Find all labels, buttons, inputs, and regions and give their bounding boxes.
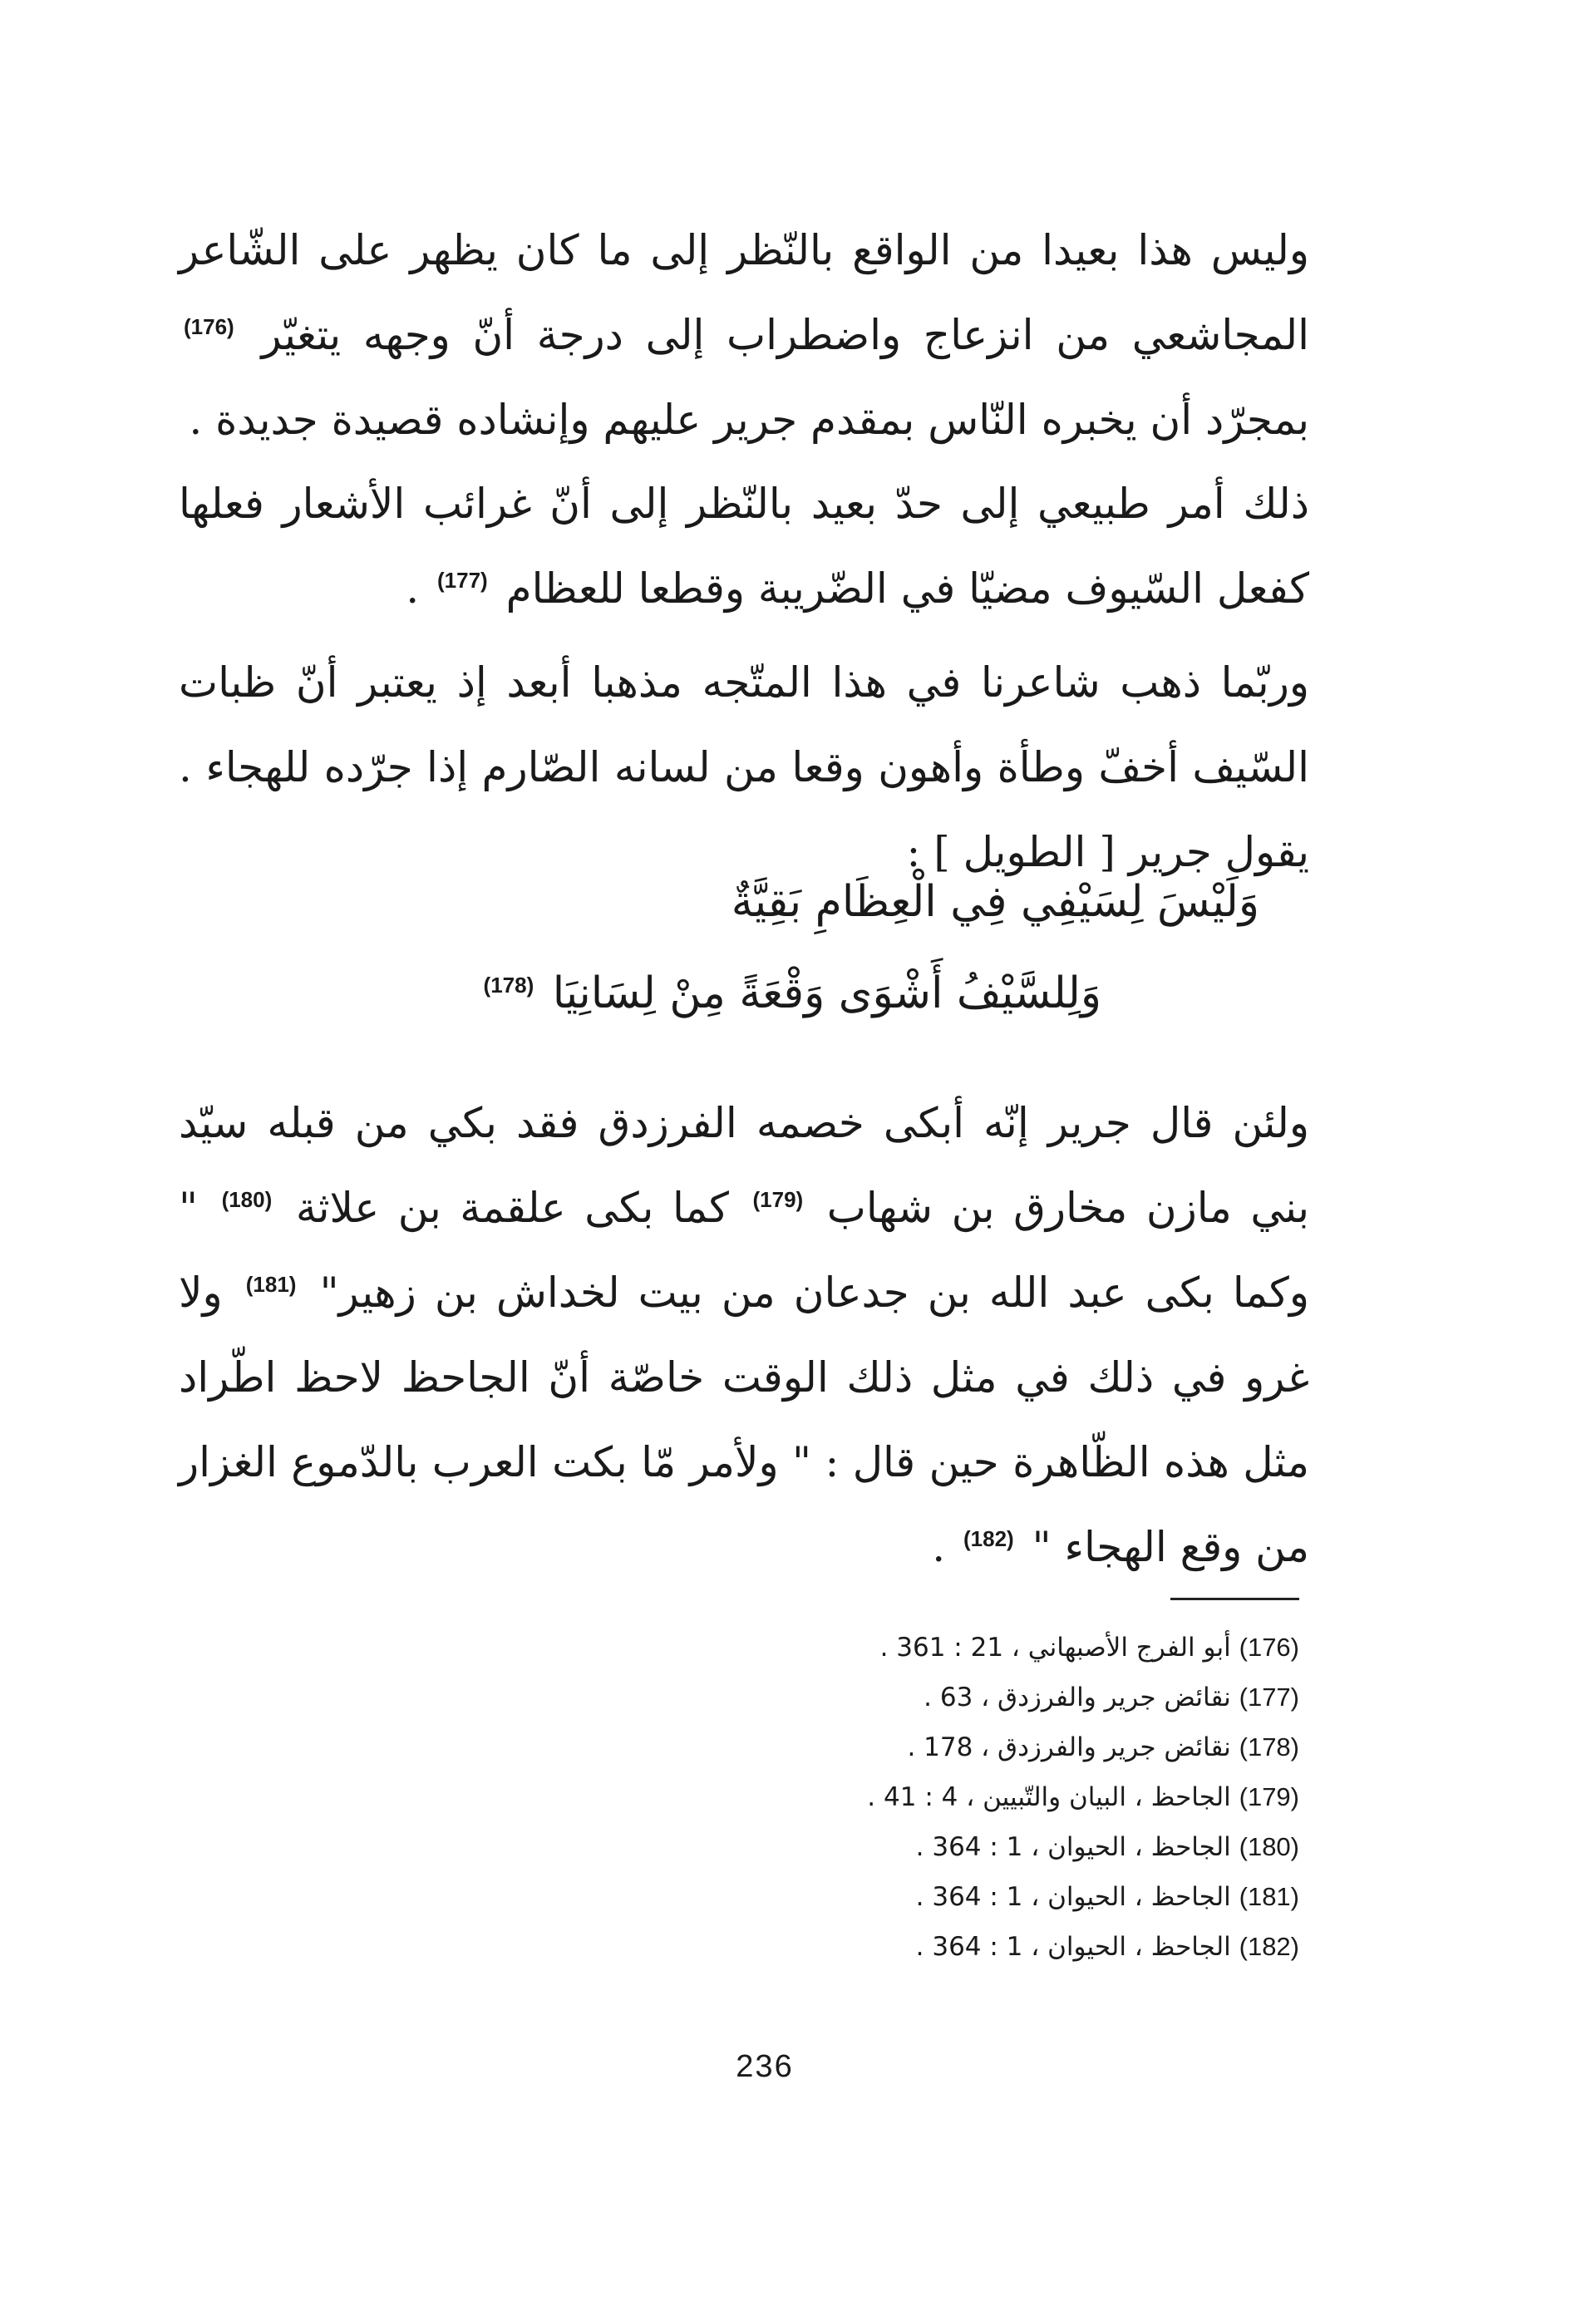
footnote-item <box>468 1822 1299 1872</box>
verse-line-1 <box>732 869 1259 935</box>
footnote-text: نقائض جرير والفرزدق ، 178 . <box>907 1732 1231 1762</box>
paragraph-1-text-b: بمجرّد أن يخبره النّاس بمقدم جرير عليهم وإنشاده قصيدة جديدة . <box>189 396 1309 444</box>
footnote-item <box>468 1673 1299 1722</box>
footnote-item <box>468 1623 1299 1673</box>
footnote-number: (182) <box>1239 1932 1299 1961</box>
footnote-number: (180) <box>1239 1832 1299 1861</box>
paragraph-1: وليس هذا بعيدا من الواقع بالنّظر إلى ما كان يظهر على الشّاعر المجاشعي من انزعاج واضطراب إلى درجة أنّ وجهه يتغيّر (176) بمجرّد أن يخبره النّاس بمقدم جرير عليهم وإنشاده قصيدة جديدة . <box>179 226 1309 444</box>
verse-line-2-text: وَلِلسَّيْفُ أَشْوَى وَقْعَةً مِنْ لِسَانِيَا <box>552 968 1101 1018</box>
paragraph-4-text-d: ولا غرو في ذلك في مثل ذلك الوقت خاصّة أنّ الجاحظ لاحظ اطّراد مثل هذه الظّاهرة حين قال : " ولأمر مّا بكت العرب بالدّموع الغزار من وقع الهجاء " <box>179 1269 1309 1571</box>
footnote-text: الجاحظ ، البيان والتّبيين ، 4 : 41 . <box>867 1782 1231 1812</box>
footnote-item <box>468 1922 1299 1972</box>
footnote-text: أبو الفرج الأصبهاني ، 21 : 361 . <box>879 1633 1231 1663</box>
footnote-number: (179) <box>1239 1782 1299 1811</box>
paragraph-4-text-e: . <box>932 1523 946 1571</box>
paragraph-4-text-b: كما بكى علقمة بن علاثة <box>295 1184 729 1232</box>
paragraph-1-text-a: وليس هذا بعيدا من الواقع بالنّظر إلى ما كان يظهر على الشّاعر المجاشعي من انزعاج واضطراب إلى درجة أنّ وجهه يتغيّر <box>179 226 1309 359</box>
verse-line-1-text: وَلَيْسَ لِسَيْفِي فِي الْعِظَامِ بَقِيَّةٌ <box>731 877 1259 927</box>
page-number: 236 <box>736 2049 794 2084</box>
footnotes-list <box>468 1623 1299 1972</box>
footnote-text: نقائض جرير والفرزدق ، 63 . <box>924 1683 1231 1712</box>
verse-line-2: وَلِلسَّيْفُ أَشْوَى وَقْعَةً مِنْ لِسَانِيَا (178) <box>483 968 1101 1018</box>
footnote-number: (178) <box>1239 1732 1299 1761</box>
footnote-number: (177) <box>1239 1683 1299 1712</box>
footnote-item <box>468 1722 1299 1772</box>
paragraph-2-text-a: ذلك أمر طبيعي إلى حدّ بعيد بالنّظر إلى أنّ غرائب الأشعار فعلها كفعل السّيوف مضيّا في الضّريبة وقطعا للعظام <box>179 480 1309 613</box>
paragraph-2: ذلك أمر طبيعي إلى حدّ بعيد بالنّظر إلى أنّ غرائب الأشعار فعلها كفعل السّيوف مضيّا في الضّريبة وقطعا للعظام (177) . <box>179 480 1309 613</box>
paragraph-2-text-b: . <box>406 564 420 613</box>
footnote-text: الجاحظ ، الحيوان ، 1 : 364 . <box>915 1882 1231 1912</box>
footnote-divider <box>1170 1598 1299 1600</box>
footnote-item <box>468 1772 1299 1822</box>
paragraph-4-text-c: " وكما بكى عبد الله بن جدعان من بيت لخداش بن زهير" <box>179 1184 1310 1317</box>
footnote-text: الجاحظ ، الحيوان ، 1 : 364 . <box>915 1932 1231 1962</box>
footnote-text: الجاحظ ، الحيوان ، 1 : 364 . <box>915 1832 1231 1862</box>
paragraph-4-text-a: ولئن قال جرير إنّه أبكى خصمه الفرزدق فقد بكي من قبله سيّد بني مازن مخارق بن شهاب <box>179 1099 1310 1232</box>
footnote-item <box>468 1872 1299 1922</box>
paragraph-4: ولئن قال جرير إنّه أبكى خصمه الفرزدق فقد بكي من قبله سيّد بني مازن مخارق بن شهاب (179) كما بكى علقمة بن علاثة (180) " وكما بكى عبد الله بن جدعان من بيت لخداش بن زهير" (181) ولا غرو في ذلك في مثل ذلك الوقت خاصّة أنّ الجاحظ لاحظ اطّراد مثل هذه الظّاهرة حين قال : " ولأمر مّا بكت العرب بالدّموع الغزار من وقع الهجاء " (182) . <box>179 1099 1310 1571</box>
footnote-number: (176) <box>1239 1633 1299 1662</box>
paragraph-3-text-a: وربّما ذهب شاعرنا في هذا المتّجه مذهبا أبعد إذ يعتبر أنّ ظبات السّيف أخفّ وطأة وأهون وقعا من لسانه الصّارم إذا جرّده للهجاء . يقول جرير [ الطويل ] : <box>179 658 1309 876</box>
footnote-number: (181) <box>1239 1882 1299 1911</box>
paragraph-3 <box>179 640 1309 894</box>
